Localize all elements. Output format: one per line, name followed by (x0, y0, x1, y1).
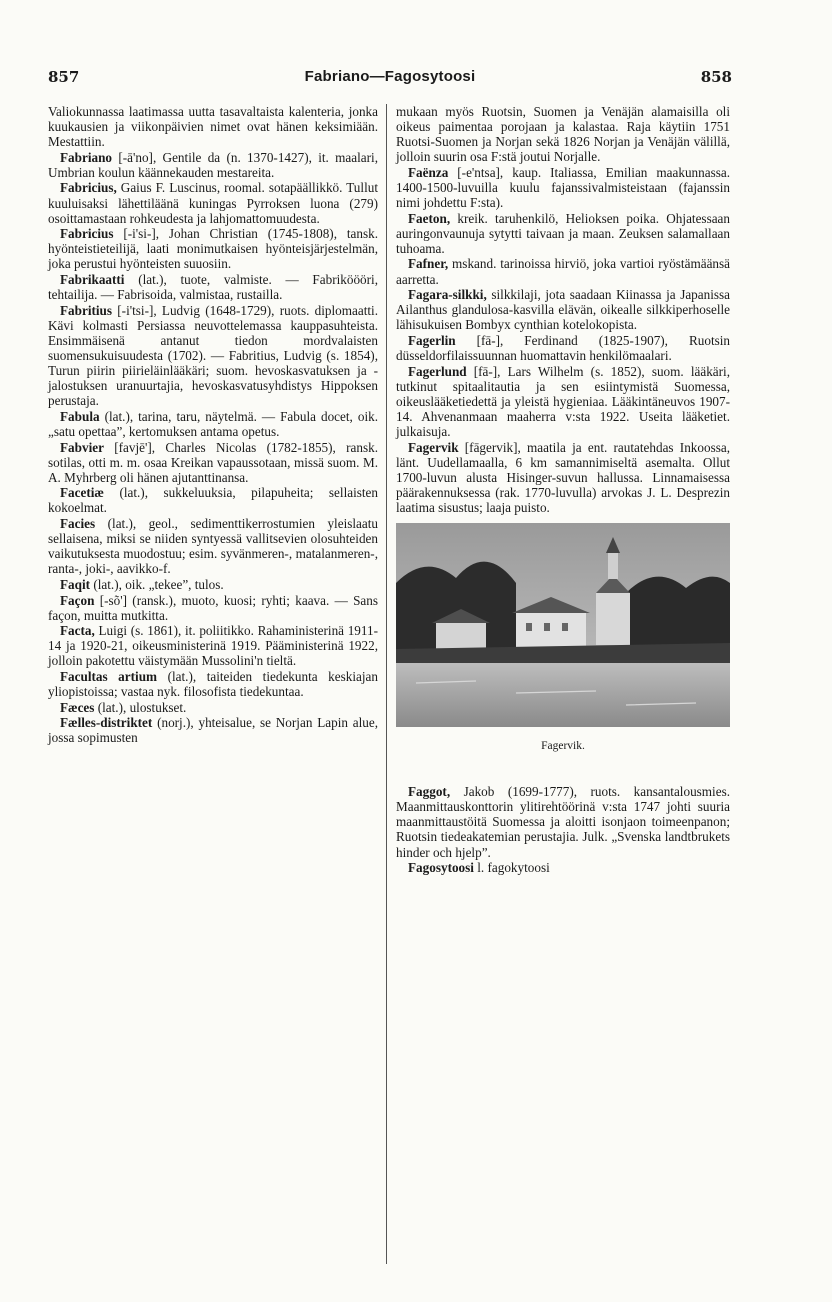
dictionary-entry (396, 440, 730, 515)
dictionary-entry (396, 104, 730, 164)
entry-headword: Fabula (60, 408, 100, 424)
entry-text: kreik. taruhenkilö, Helioksen poika. Ohjatessaan auringonvaunuja sytytti taivaan ja maan. Zeuksen salamallaan tuhoama. (396, 210, 730, 256)
entry-text: (lat.), sukkeluuksia, pilapuheita; sellaisten kokoelmat. (48, 485, 378, 516)
dictionary-entry (396, 860, 730, 875)
dictionary-entry (48, 623, 378, 668)
entry-text: Valiokunnassa laatimassa uutta tasavaltaista kalenteria, jonka kuukausien ja viikonpäivien nimet ovat hänen keksimiään. Mestattiin. (48, 104, 378, 150)
column-divider (386, 104, 387, 1264)
fagervik-photo-illustration (396, 523, 730, 727)
entry-text: [-i'si-], Johan Christian (1745-1808), tansk. hyönteistieteilijä, laati monimutkaisen hyönteisjärjestelmän, joka perustui hyönteisten suuosiin. (48, 226, 378, 272)
dictionary-entry (48, 440, 378, 485)
entry-headword: Facetiæ (60, 485, 104, 501)
entry-text: (lat.), taiteiden tiedekunta keskiajan yliopistoissa; vastaa nyk. filosofista tiedekuntaa. (48, 668, 378, 700)
entry-headword: Fafner, (408, 256, 449, 272)
entry-headword: Fælles-distriktet (60, 715, 153, 731)
entry-headword: Faqit (60, 576, 91, 592)
dictionary-entry (48, 516, 378, 576)
left-column (48, 104, 378, 746)
entry-text: (lat.), tarina, taru, näytelmä. — Fabula docet, oik. „satu opettaa”, kertomuksen antama opetus. (48, 408, 378, 439)
entry-text: (norj.), yhteisalue, se Norjan Lapin alue, jossa sopimusten (48, 715, 378, 746)
entry-text: (lat.), oik. „tekee”, tulos. (90, 576, 224, 592)
entry-text: (lat.), ulostukset. (94, 699, 187, 715)
entry-text: [-ā'no], Gentile da (n. 1370-1427), it. maalari, Umbrian koulun käännekauden mestareita. (48, 149, 378, 180)
fagervik-photo (396, 523, 730, 727)
entry-headword: Façon (60, 592, 95, 608)
entry-headword: Fagosytoosi (408, 860, 474, 876)
entry-headword: Fagara-silkki, (408, 287, 487, 303)
entry-headword: Fabrikaatti (60, 272, 125, 288)
entry-text: [fā-], Lars Wilhelm (s. 1852), suom. lääkäri, tutkinut spitaalitautia ja sen esiintymistä Suomessa, oikeuslääketiedettä ja yleistä hygieniaa. Lääkintäneuvos 1907-14. Ahvenanmaan maaherra v:sta 1922. Useita lääketiet. julkaisuja. (396, 363, 730, 439)
dictionary-entry (48, 577, 378, 592)
right-column-entries-bottom (396, 784, 730, 875)
entry-text: [-i'tsi-], Ludvig (1648-1729), ruots. diplomaatti. Kävi kolmasti Persiassa neuvottelemassa kauppasuhteista. Ensimmäisenä antanut tiedon mordvalaisten suomensukuisuudesta (1702). — Fabritius, Ludvig (s. 1854), Turun piirin piirieläinlääkäri; suom. hevoskasvatuksen ja -jalostuksen uranuurtajia, hevoskasvatusyhdistys Hippoksen perustaja. (48, 302, 378, 409)
entry-text: Gaius F. Luscinus, roomal. sotapäällikkö. Tullut kuuluisaksi lähettiläänä kuningas Pyrroksen luona (279) osoittamastaan rohkeudesta ja lahjomattomuudesta. (48, 180, 378, 226)
entry-headword: Facta, (60, 623, 95, 639)
entry-text: mskand. tarinoissa hirviö, joka vartioi ryöstämäänsä aarretta. (396, 256, 730, 287)
entry-headword: Faggot, (408, 784, 451, 800)
entry-headword: Fabriano (60, 149, 113, 165)
dictionary-entry (396, 333, 730, 363)
entry-headword: Fagerlin (408, 332, 456, 348)
dictionary-entry (48, 409, 378, 439)
entry-text: (lat.), tuote, valmiste. — Fabriköööri, tehtailija. — Fabrisoida, valmistaa, rustailla. (48, 272, 378, 303)
entry-headword: Facies (60, 516, 96, 532)
entry-headword: Fagerlund (408, 363, 467, 379)
dictionary-entry (396, 364, 730, 439)
entry-headword: Fabvier (60, 439, 104, 455)
dictionary-entry (48, 485, 378, 515)
entry-text: l. fagokytoosi (473, 860, 550, 876)
entry-text: [fāgervik], maatila ja ent. rautatehdas Inkoossa, länt. Uudellamaalla, 6 km samannimiseltä asemalta. Ollut 1700-luvun alusta Hisinger-suvun hallussa. Linnamaisessa päärakennuksessa (rak. 1770-luvulla) arvokas J. L. Desprezin laatima sisustus; laaja puisto. (396, 439, 730, 515)
entry-text: [favjē'], Charles Nicolas (1782-1855), ransk. sotilas, otti m. m. osaa Kreikan vapaussotaan, missä suom. M. A. Myhrberg oli hänen ajutanttinansa. (48, 439, 378, 485)
dictionary-entry (396, 211, 730, 256)
entry-headword: Fabritius (60, 302, 113, 318)
dictionary-entry (48, 700, 378, 715)
right-column (396, 104, 730, 876)
figure-caption: Fagervik. (541, 740, 585, 753)
entry-headword: Faënza (408, 164, 449, 180)
entry-text: Luigi (s. 1861), it. poliitikko. Rahaministerinä 1911-14 ja 1920-21, oikeusministerinä 1919. Pääministerinä 1922, jolloin pakotettu väistymään Mussolini'n tieltä. (48, 623, 378, 669)
page-number-left: 857 (48, 68, 80, 86)
entry-text: [fā-], Ferdinand (1825-1907), Ruotsin düsseldorfilaissuunnan huomattavin henkilömaalari. (396, 332, 730, 363)
dictionary-entry (48, 104, 378, 149)
dictionary-entry (396, 287, 730, 332)
dictionary-entry (48, 150, 378, 180)
entry-text: Jakob (1699-1777), ruots. kansantalousmies. Maanmittauskonttorin ylitirehtöörinä v:sta 1747 johti suuria maanmittaustöitä Suomessa ja aloitti isonjaon toimeenpanon; Ruotsin tiedeakatemian perustajia. Julk. „Svenska landtbrukets hinder och hjelp”. (396, 784, 730, 860)
running-title: Fabriano—Fagosytoosi (304, 68, 476, 85)
page-number-right: 858 (700, 68, 732, 86)
dictionary-entry (48, 715, 378, 745)
dictionary-entry (48, 272, 378, 302)
entry-text: (lat.), geol., sedimenttikerrostumien yleislaatu sellaisena, miksi se niiden syntyessä vallitsevien olosuhteiden vaikutuksesta muodostuu; esim. syvänmeren-, matalanmeren-, ranta-, joki-, aavikko-f. (48, 516, 378, 577)
dictionary-entry (396, 784, 730, 859)
dictionary-entry (48, 180, 378, 225)
entry-headword: Fabricius (60, 226, 114, 242)
dictionary-entry (396, 165, 730, 210)
entry-headword: Facultas artium (60, 668, 158, 684)
dictionary-entry (396, 256, 730, 286)
page-header (48, 68, 732, 94)
entry-text: [-e'ntsa], kaup. Italiassa, Emilian maakunnassa. 1400-1500-luvuilla kuulu fajanssivalmisteistaan (fajanssin nimi johdettu F:sta). (396, 164, 730, 211)
entry-headword: Fagervik (408, 439, 459, 455)
entry-text: [-sõ'] (ransk.), muoto, kuosi; ryhti; kaava. — Sans façon, muitta mutkitta. (48, 592, 378, 623)
dictionary-entry (48, 303, 378, 409)
dictionary-entry (48, 669, 378, 699)
dictionary-entry (48, 226, 378, 271)
entry-text: silkkilaji, jota saadaan Kiinassa ja Japanissa Ailanthus glandulosa-kasvilla elävän, oikealle silkkiperhoselle lähisukuisen Bombyx cynthian kotelokopista. (396, 287, 730, 333)
entry-headword: Fabricius, (60, 180, 117, 196)
entry-text: mukaan myös Ruotsin, Suomen ja Venäjän alamaisilla oli oikeus paimentaa porojaan ja kalastaa. Raja käytiin 1751 Ruotsi-Suomen ja Norjan sekä 1826 Norjan ja Venäjän välillä, jolloin suurin osa F:stä joutui Norjalle. (396, 104, 730, 165)
entry-headword: Fæces (60, 699, 95, 715)
right-column-entries-top (396, 104, 730, 515)
entry-headword: Faeton, (408, 210, 451, 226)
dictionary-entry (48, 593, 378, 623)
